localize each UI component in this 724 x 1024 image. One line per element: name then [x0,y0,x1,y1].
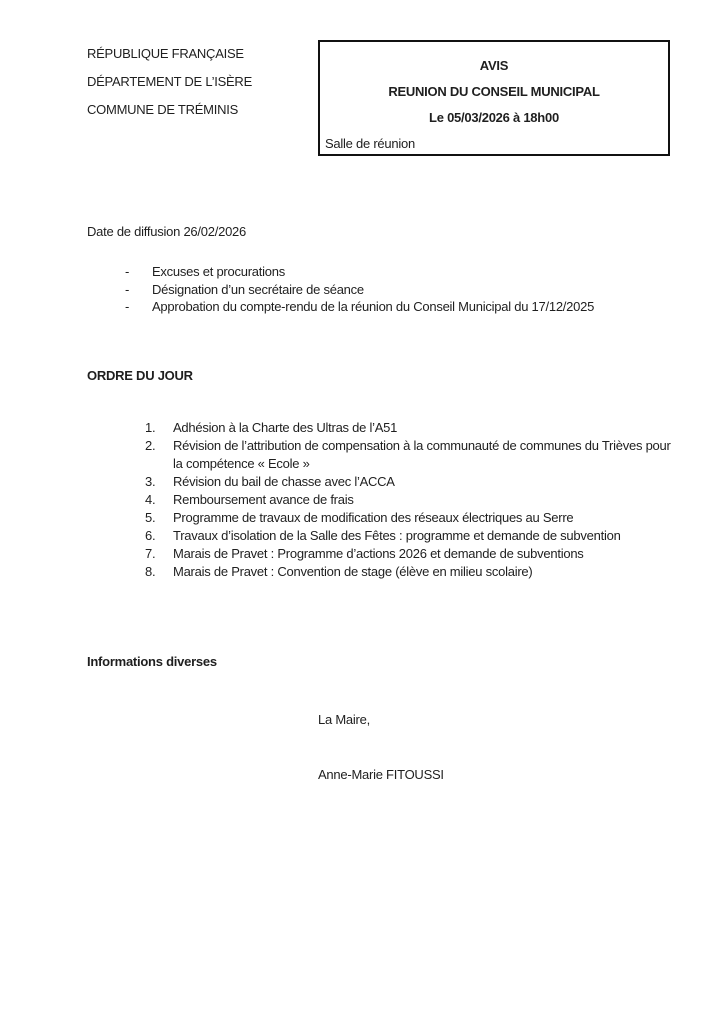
diffusion-date: Date de diffusion 26/02/2026 [87,224,247,239]
signature-name: Anne-Marie FITOUSSI [318,767,444,782]
administrative-header [87,40,252,124]
agenda-item: Révision du bail de chasse avec l’ACCA [173,474,395,489]
notice-title: AVIS [479,58,509,73]
preliminary-item: - Excuses et procurations [125,263,695,281]
department-line: DÉPARTEMENT DE L’ISÈRE [87,74,252,89]
agenda-item: Marais de Pravet : Convention de stage (élève en milieu scolaire) [173,564,533,579]
agenda-item: Marais de Pravet : Programme d’actions 2026 et demande de subventions [173,546,584,561]
agenda-item: Remboursement avance de frais [173,492,354,507]
agenda-heading: ORDRE DU JOUR [87,368,193,383]
notice-subtitle: REUNION DU CONSEIL MUNICIPAL [388,84,600,99]
notice-box [318,40,670,156]
notice-datetime: Le 05/03/2026 à 18h00 [429,110,559,125]
commune-line: COMMUNE DE TRÉMINIS [87,102,239,117]
notice-location: Salle de réunion [325,136,415,151]
agenda-item: Travaux d’isolation de la Salle des Fêtes : programme et demande de subvention [173,528,621,543]
agenda-list [145,419,673,581]
agenda-item: Programme de travaux de modification des réseaux électriques au Serre [173,510,574,525]
agenda-item: Adhésion à la Charte des Ultras de l’A51 [173,420,398,435]
info-heading: Informations diverses [87,654,217,669]
preliminary-item: - Approbation du compte-rendu de la réunion du Conseil Municipal du 17/12/2025 [125,298,695,316]
republic-line: RÉPUBLIQUE FRANÇAISE [87,46,244,61]
preliminary-item: - Désignation d’un secrétaire de séance [125,281,695,299]
agenda-item: Révision de l’attribution de compensation à la communauté de communes du Trièves pour la compétence « Ecole » [173,438,671,471]
preliminary-list [125,263,695,316]
signature-title: La Maire, [318,712,370,727]
